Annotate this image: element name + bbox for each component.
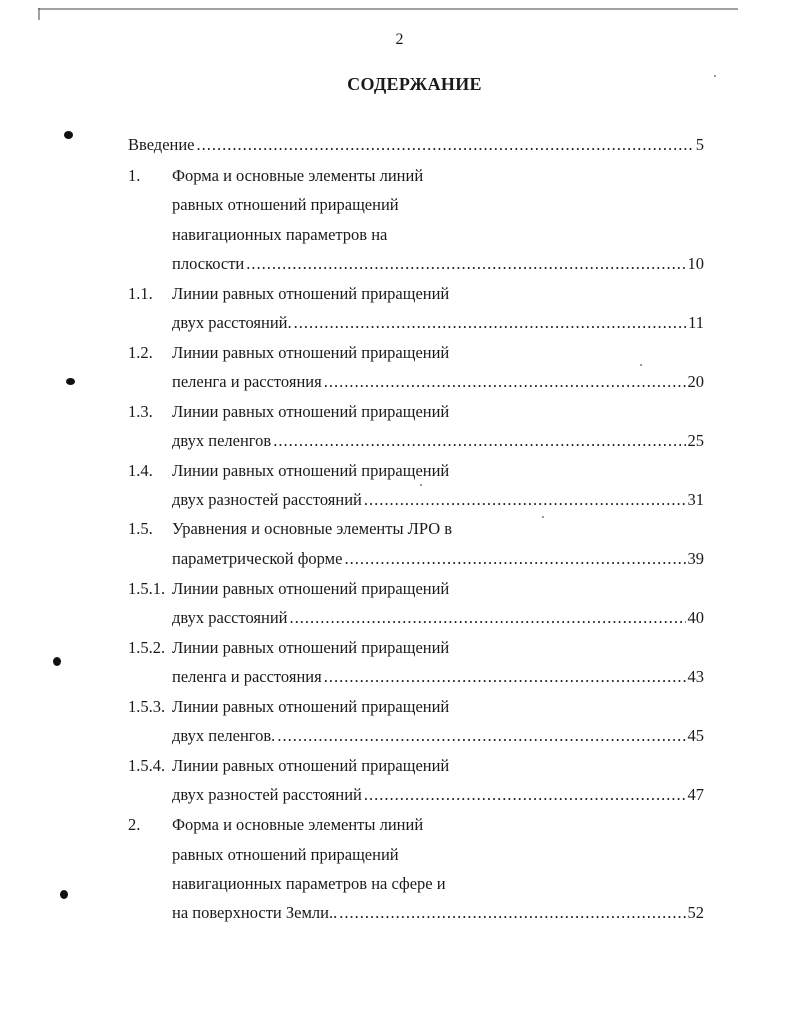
toc-entry-s2 [172, 902, 704, 924]
toc-entry-label: двух пеленгов. [172, 726, 276, 745]
toc-page-number: 11 [688, 313, 704, 332]
toc-entry-intro [128, 134, 704, 156]
dot-leader [289, 607, 685, 629]
scan-speck [66, 378, 75, 385]
dot-leader [246, 253, 685, 275]
toc-section-number: 1.5.2. [128, 638, 166, 657]
page-title: СОДЕРЖАНИЕ [347, 74, 482, 94]
scan-speck [542, 516, 544, 518]
toc-entry-label: параметрической форме [172, 549, 343, 568]
toc-section-number: 1.4. [128, 461, 153, 480]
toc-section-number: 1. [128, 166, 141, 185]
scan-speck [714, 75, 716, 77]
scan-speck [64, 131, 73, 139]
toc-page-number: 31 [687, 490, 704, 509]
toc-entry-s1-3 [172, 430, 704, 452]
toc-entry-s1-5-3 [172, 725, 704, 747]
toc-page-number: 20 [687, 372, 704, 391]
toc-entry-line: Линии равных отношений приращений [172, 638, 450, 657]
toc-page-number: 10 [687, 254, 704, 273]
toc-entry-label: Введение [128, 135, 195, 154]
toc-entry-line: Форма и основные элементы линий [172, 166, 424, 185]
dot-leader [339, 902, 685, 924]
dot-leader [324, 371, 686, 393]
toc-entry-label: двух расстояний [172, 608, 288, 627]
dot-leader [364, 489, 686, 511]
toc-entry-label: на поверхности Земли.. [172, 903, 338, 922]
toc-entry-line: равных отношений приращений [172, 195, 399, 214]
page-number: 2 [395, 31, 404, 48]
dot-leader [277, 725, 685, 747]
toc-entry-line: Уравнения и основные элементы ЛРО в [172, 519, 453, 538]
toc-entry-s1-4 [172, 489, 704, 511]
toc-page-number: 45 [687, 726, 704, 745]
toc-entry-label: пеленга и расстояния [172, 667, 322, 686]
toc-entry-s1 [172, 253, 704, 275]
toc-section-number: 1.1. [128, 284, 153, 303]
toc-page-number: 43 [687, 667, 704, 686]
toc-entry-label: двух разностей расстояний [172, 490, 362, 509]
toc-section-number: 1.5. [128, 519, 153, 538]
toc-page-number: 25 [687, 431, 704, 450]
toc-entry-label: двух разностей расстояний [172, 785, 362, 804]
toc-entry-line: равных отношений приращений [172, 845, 399, 864]
dot-leader [364, 784, 686, 806]
toc-page-number: 40 [687, 608, 704, 627]
toc-section-number: 1.3. [128, 402, 153, 421]
toc-entry-label: двух расстояний. [172, 313, 292, 332]
toc-section-number: 1.5.3. [128, 697, 166, 716]
toc-entry-s1-5 [172, 548, 704, 570]
toc-page-number: 47 [687, 785, 704, 804]
toc-entry-line: Линии равных отношений приращений [172, 579, 450, 598]
dot-leader [197, 134, 694, 156]
toc-entry-line: Линии равных отношений приращений [172, 402, 450, 421]
toc-entry-line: Линии равных отношений приращений [172, 697, 450, 716]
toc-entry-line: Линии равных отношений приращений [172, 343, 450, 362]
toc-entry-line: Форма и основные элементы линий [172, 815, 424, 834]
scan-speck [640, 364, 642, 366]
toc-entry-s1-1 [172, 312, 704, 334]
toc-entry-label: плоскости [172, 254, 245, 273]
toc-section-number: 1.5.1. [128, 579, 166, 598]
toc-page-number: 5 [695, 135, 704, 154]
toc-entry-s1-5-2 [172, 666, 704, 688]
toc-section-number: 1.2. [128, 343, 153, 362]
dot-leader [344, 548, 685, 570]
toc-entry-line: навигационных параметров на сфере и [172, 874, 446, 893]
toc-entry-line: Линии равных отношений приращений [172, 284, 450, 303]
toc-entry-label: двух пеленгов [172, 431, 272, 450]
toc-page-number: 52 [687, 903, 704, 922]
toc-entry-line: Линии равных отношений приращений [172, 461, 450, 480]
dot-leader [273, 430, 685, 452]
dot-leader [294, 312, 687, 334]
toc-section-number: 1.5.4. [128, 756, 166, 775]
toc-entry-s1-2 [172, 371, 704, 393]
toc-entry-line: Линии равных отношений приращений [172, 756, 450, 775]
toc-entry-label: пеленга и расстояния [172, 372, 322, 391]
dot-leader [324, 666, 686, 688]
toc-entry-s1-5-1 [172, 607, 704, 629]
scan-speck [53, 657, 61, 666]
toc-section-number: 2. [128, 815, 141, 834]
scan-speck [60, 890, 68, 899]
toc-entry-s1-5-4 [172, 784, 704, 806]
toc-entry-line: навигационных параметров на [172, 225, 388, 244]
toc-page-number: 39 [687, 549, 704, 568]
scan-speck [420, 484, 422, 486]
